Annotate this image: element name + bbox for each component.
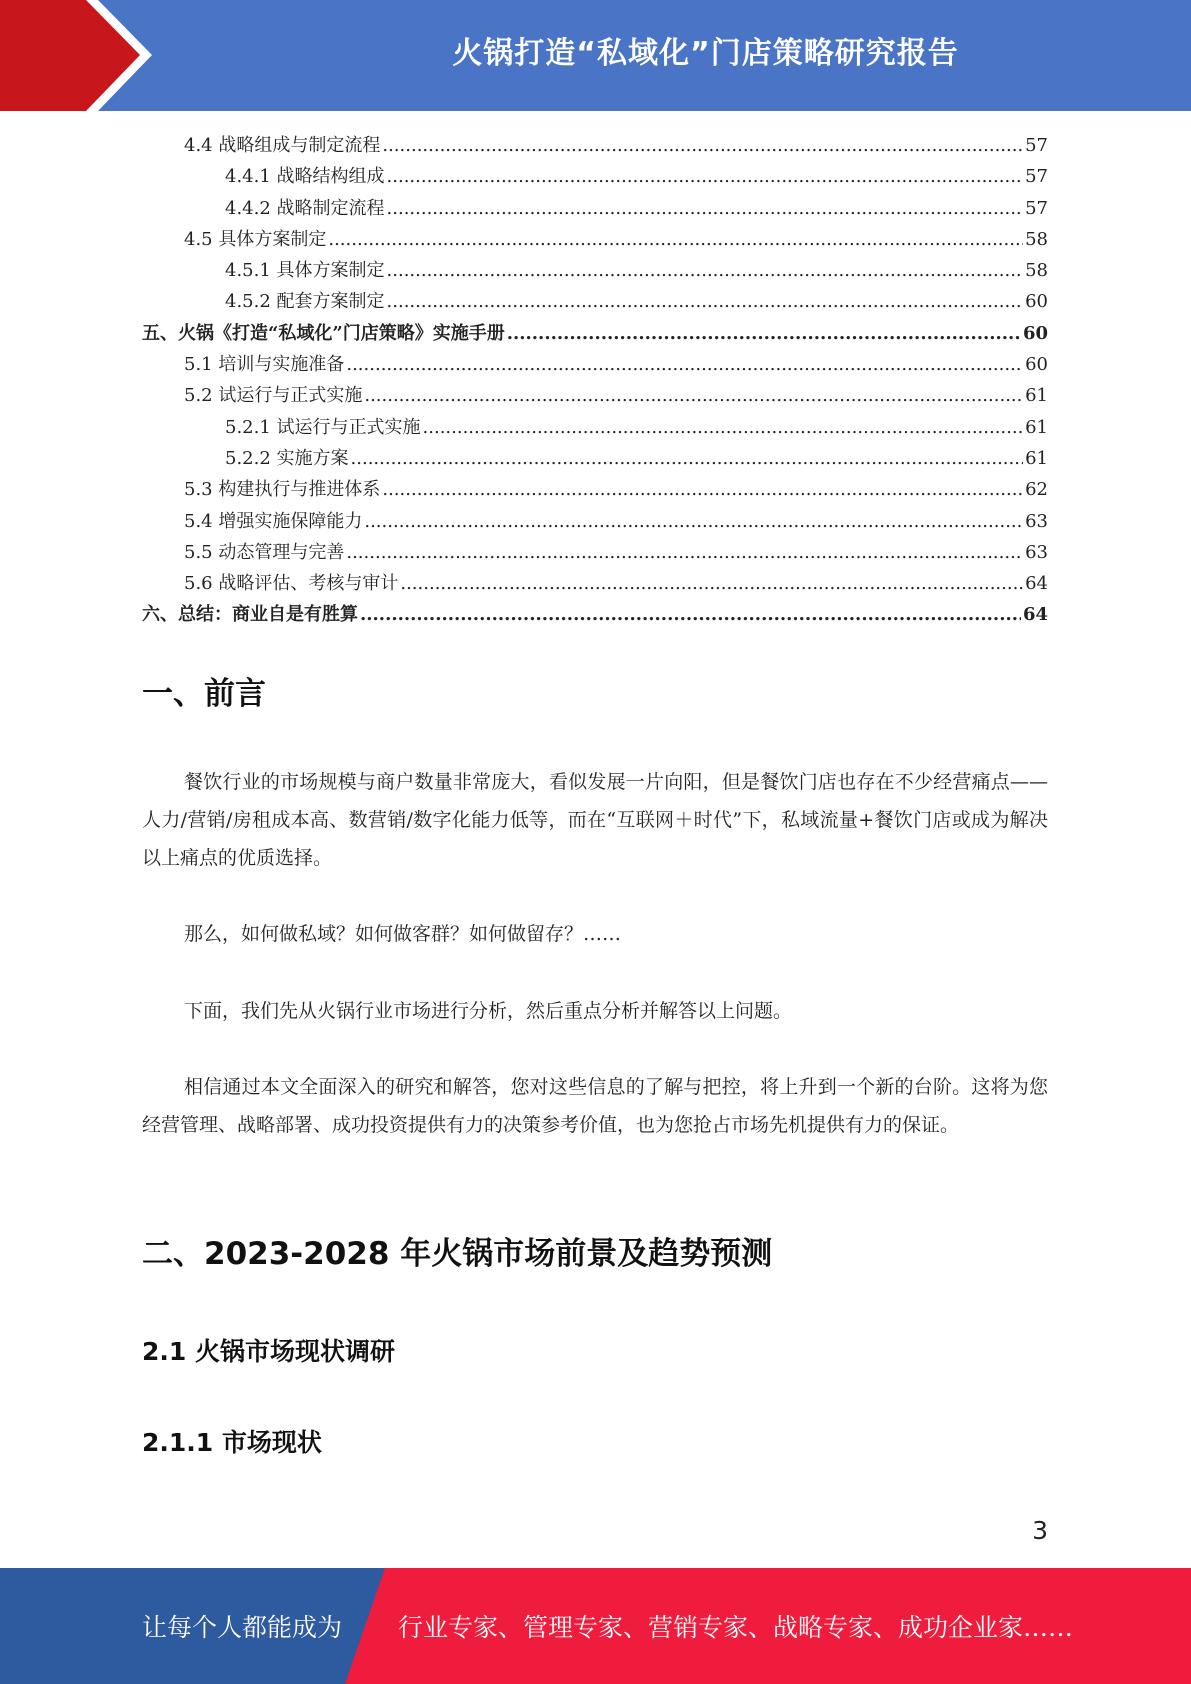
toc-entry[interactable] — [142, 412, 1048, 443]
toc-leader-dots — [507, 318, 1021, 349]
toc-leader-dots — [346, 349, 1023, 380]
toc-leader-dots — [382, 474, 1023, 505]
report-title: 火锅打造“私域化”门店策略研究报告 — [452, 36, 959, 71]
toc-entry[interactable] — [142, 349, 1048, 380]
toc-entry-label: 5.6 战略评估、考核与审计 — [184, 573, 399, 595]
toc-entry-page: 64 — [1025, 573, 1048, 595]
toc-entry-label: 5.4 增强实施保障能力 — [184, 510, 363, 532]
toc-entry[interactable] — [142, 380, 1048, 411]
toc-entry-page: 60 — [1025, 354, 1048, 376]
page-header — [0, 0, 1191, 111]
page-footer — [0, 1568, 1191, 1684]
toc-entry-label: 5.2.2 实施方案 — [225, 447, 349, 469]
section-heading-forecast: 二、2023-2028 年火锅市场前景及趋势预测 — [142, 1236, 773, 1272]
toc-leader-dots — [387, 193, 1024, 224]
toc-entry[interactable] — [142, 443, 1048, 474]
subsubsection-heading: 2.1.1 市场现状 — [142, 1428, 322, 1457]
header-chevron-shape — [0, 0, 140, 111]
toc-entry[interactable] — [142, 193, 1048, 224]
toc-entry-page: 61 — [1025, 447, 1048, 469]
table-of-contents — [142, 130, 1048, 631]
toc-entry-page: 58 — [1025, 228, 1048, 250]
toc-entry[interactable] — [142, 286, 1048, 317]
toc-entry[interactable] — [142, 255, 1048, 286]
toc-entry-page: 58 — [1025, 260, 1048, 282]
toc-entry-page: 63 — [1025, 541, 1048, 563]
toc-leader-dots — [364, 380, 1023, 411]
toc-entry-label: 五、火锅《打造“私域化”门店策略》实施手册 — [142, 322, 505, 344]
toc-entry-page: 64 — [1022, 604, 1048, 626]
toc-entry-page: 61 — [1025, 416, 1048, 438]
toc-entry-page: 57 — [1025, 166, 1048, 188]
toc-entry-page: 62 — [1025, 479, 1048, 501]
paragraph-3: 下面，我们先从火锅行业市场进行分析，然后重点分析并解答以上问题。 — [184, 1000, 793, 1022]
toc-leader-dots — [387, 161, 1024, 192]
toc-entry[interactable] — [142, 568, 1048, 599]
toc-leader-dots — [346, 537, 1023, 568]
paragraph-1: 餐饮行业的市场规模与商户数量非常庞大，看似发展一片向阳，但是餐饮门店也存在不少经营痛点——人力/营销/房租成本高、数营销/数字化能力低等，而在“互联网＋时代”下，私域流量+餐饮门店或成为解决以上痛点的优质选择。 — [142, 771, 1048, 869]
toc-entry-page: 57 — [1025, 197, 1048, 219]
toc-entry[interactable] — [142, 537, 1048, 568]
toc-entry-label: 5.5 动态管理与完善 — [184, 541, 345, 563]
toc-leader-dots — [387, 286, 1024, 317]
toc-leader-dots — [387, 255, 1024, 286]
toc-leader-dots — [423, 412, 1024, 443]
toc-leader-dots — [400, 568, 1023, 599]
footer-slogan-left: 让每个人都能成为 — [142, 1613, 343, 1642]
toc-entry-label: 4.4.1 战略结构组成 — [225, 166, 385, 188]
paragraph-2: 那么，如何做私域？如何做客群？如何做留存？…… — [184, 923, 622, 945]
toc-entry-label: 5.3 构建执行与推进体系 — [184, 479, 381, 501]
footer-slogan-right: 行业专家、管理专家、营销专家、战略专家、成功企业家…… — [398, 1613, 1074, 1642]
toc-entry-page: 60 — [1025, 291, 1048, 313]
paragraph-4: 相信通过本文全面深入的研究和解答，您对这些信息的了解与把控，将上升到一个新的台阶。这将为您经营管理、战略部署、成功投资提供有力的决策参考价值，也为您抢占市场先机提供有力的保证。 — [142, 1076, 1048, 1136]
toc-entry-page: 63 — [1025, 510, 1048, 532]
toc-entry[interactable] — [142, 599, 1048, 630]
toc-entry-page: 57 — [1025, 135, 1048, 156]
toc-entry[interactable] — [142, 474, 1048, 505]
toc-leader-dots — [364, 506, 1023, 537]
toc-entry-label: 4.5.2 配套方案制定 — [225, 291, 385, 313]
toc-leader-dots — [360, 599, 1021, 630]
toc-entry-page: 61 — [1025, 385, 1048, 407]
toc-leader-dots — [328, 224, 1023, 255]
toc-entry-label: 4.5 具体方案制定 — [184, 228, 327, 250]
toc-entry[interactable] — [142, 506, 1048, 537]
toc-entry[interactable] — [142, 318, 1048, 349]
toc-leader-dots — [382, 130, 1023, 161]
toc-entry-page: 60 — [1022, 322, 1048, 344]
toc-entry[interactable] — [142, 161, 1048, 192]
toc-entry[interactable] — [142, 130, 1048, 161]
subsection-heading: 2.1 火锅市场现状调研 — [142, 1337, 395, 1366]
toc-leader-dots — [351, 443, 1024, 474]
section-heading-preface: 一、前言 — [142, 676, 266, 712]
toc-entry-label: 5.1 培训与实施准备 — [184, 354, 345, 376]
page-number: 3 — [1032, 1516, 1048, 1545]
toc-entry-label: 5.2.1 试运行与正式实施 — [225, 416, 421, 438]
toc-entry[interactable] — [142, 224, 1048, 255]
toc-entry-label: 4.5.1 具体方案制定 — [225, 260, 385, 282]
toc-entry-label: 六、总结：商业自是有胜算 — [142, 604, 358, 626]
toc-entry-label: 4.4 战略组成与制定流程 — [184, 135, 381, 156]
toc-entry-label: 5.2 试运行与正式实施 — [184, 385, 363, 407]
toc-entry-label: 4.4.2 战略制定流程 — [225, 197, 385, 219]
